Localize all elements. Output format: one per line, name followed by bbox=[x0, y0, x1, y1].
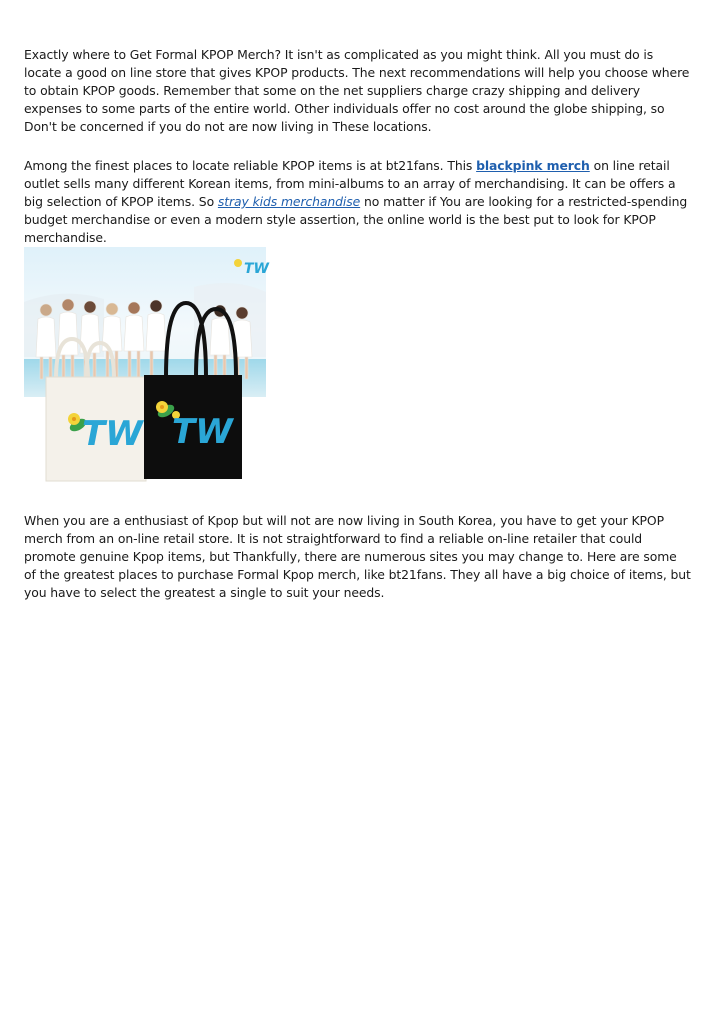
paragraph-stores-part3: no matter if You are looking for a restricted-spending budget merchandise or even a modern style assertion, the online world is the best put to look for KPOP merchandise. bbox=[24, 194, 688, 245]
paragraph-stores bbox=[24, 157, 692, 247]
paragraph-enthusiast-text: When you are a enthusiast of Kpop but will not are now living in South Korea, you have to get your KPOP merch from an on-line retail store. It is not straightforward to find a reliable on-line retailer that could promote genuine Kpop items, but Thankfully, there are numerous sites you may change to. Here are some of the greatest places to purchase Formal Kpop merch, like bt21fans. They all have a big choice of items, but you have to select the greatest a single to suit your needs. bbox=[24, 513, 691, 600]
blackpink-merch-link[interactable]: blackpink merch bbox=[476, 158, 590, 173]
stray-kids-merchandise-link[interactable]: stray kids merchandise bbox=[217, 194, 361, 209]
paragraph-intro bbox=[24, 46, 692, 136]
svg-text:TW: TW bbox=[244, 261, 269, 277]
paragraph-stores-part1: Among the finest places to locate reliable KPOP items is at bt21fans. This bbox=[24, 158, 477, 173]
paragraph-enthusiast bbox=[24, 512, 692, 602]
svg-text:TW: TW bbox=[172, 412, 233, 452]
svg-text:TW: TW bbox=[82, 414, 143, 454]
paragraph-stores-part2: on line retail outlet sells many different Korean items, from mini-albums to an array of merchandising. It can be offers a big selection of KPOP items. So bbox=[24, 158, 676, 209]
product-photo bbox=[24, 247, 269, 481]
paragraph-intro-text: Exactly where to Get Formal KPOP Merch? It isn't as complicated as you might think. All you must do is locate a good on line store that gives KPOP products. The next recommendations will help you choose where to obtain KPOP goods. Remember that some on the net suppliers charge crazy shipping and delivery expenses to some parts of the entire world. Other individuals offer no cost around the globe shipping, so Don't be concerned if you do not are now living in These locations. bbox=[24, 47, 690, 134]
